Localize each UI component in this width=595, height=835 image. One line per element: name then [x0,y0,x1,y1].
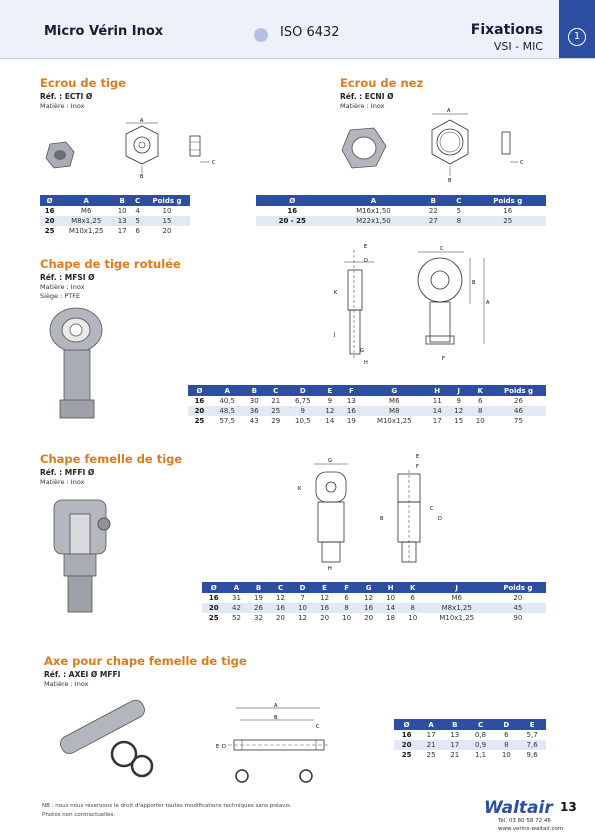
col-header: G [362,385,426,396]
col-header: F [341,385,363,396]
ecrou-tige-title: Ecrou de tige [40,76,126,90]
chape-rotulee-title: Chape de tige rotulée [40,257,181,271]
col-header: K [402,582,424,593]
table-row: 25 57,5 43 29 10,5 14 19 M10x1,25 17 15 10 75 [188,416,546,426]
ecrou-tige-drawing [112,118,222,180]
col-header: H [380,582,402,593]
category-title: Fixations [470,22,543,38]
ecrou-tige-ref: Réf. : ECTI Ø [40,92,93,101]
table-row: 25 52 32 20 12 20 10 20 18 10 M10x1,25 90 [202,613,546,623]
pin-photo [46,690,158,780]
table-row: 20 42 26 16 10 16 8 16 14 8 M8x1,25 45 [202,603,546,613]
axe-table [394,719,546,760]
col-header: K [469,385,491,396]
table-row: 25 25 21 1,1 10 9,6 [394,750,546,760]
svg-text:C: C [212,160,216,166]
chape-rotulee-table [188,385,546,426]
table-row: 16 M16x1,50 22 5 16 [256,206,546,216]
axe-title: Axe pour chape femelle de tige [44,654,247,668]
col-header: A [59,195,113,206]
svg-text:A: A [140,118,144,124]
chape-rotulee-material: Matière : Inox [40,283,85,291]
svg-text:A: A [274,703,278,709]
ecrou-nez-drawing [420,104,530,184]
table-row: 20 48,5 36 25 9 12 16 M8 14 12 8 46 [188,406,546,416]
col-header: Ø [40,195,59,206]
col-header: E [314,582,336,593]
brand-logo: Waltair [484,798,553,818]
svg-text:C: C [440,246,444,252]
col-header: E [518,719,546,730]
table-row: 16 17 13 0,8 6 5,7 [394,730,546,740]
svg-text:C: C [430,506,434,512]
table-row: 20 - 25 M22x1,50 27 8 25 [256,216,546,226]
table-row: 16 40,5 30 21 6,75 9 13 M6 11 9 6 26 [188,396,546,406]
chape-femelle-title: Chape femelle de tige [40,452,183,466]
svg-text:K: K [334,290,338,296]
col-header: C [131,195,144,206]
col-header: G [358,582,380,593]
col-header: B [243,385,265,396]
col-header: Ø [188,385,211,396]
chape-femelle-material: Matière : Inox [40,478,85,486]
photo-note: Photos non contractuelles. [42,812,116,818]
svg-text:B: B [140,174,144,180]
page-header [0,0,595,59]
hex-nut-photo [44,140,76,170]
disclaimer-note: NB : nous nous réservons le droit d'apporter toutes modifications techniques sans préavis. [42,803,292,809]
svg-text:D: D [438,516,442,522]
ecrou-nez-table [256,195,546,226]
col-header: B [113,195,131,206]
svg-text:A: A [447,108,451,114]
col-header: B [247,582,269,593]
col-header: A [329,195,419,206]
col-header: Ø [394,719,419,730]
standard-label: ISO 6432 [280,25,340,40]
rod-end-photo [44,300,114,424]
ecrou-tige-material: Matière : Inox [40,102,85,110]
chape-rotulee-ref: Réf. : MFSI Ø [40,273,95,282]
table-row: 16 31 19 12 7 12 6 12 10 6 M6 20 [202,593,546,603]
svg-text:G: G [328,458,332,464]
circle-bullet-icon [254,28,268,42]
table-row: 16 M6 10 4 10 [40,206,190,216]
svg-text:F: F [416,464,419,470]
col-header: D [292,582,314,593]
chape-femelle-table [202,582,546,623]
col-header: Poids g [469,195,546,206]
svg-text:B: B [380,516,384,522]
col-header: Poids g [491,385,546,396]
ecrou-tige-table [40,195,190,236]
subcategory-label: VSI - MIC [493,40,543,53]
hex-nut-large-photo [340,124,388,172]
col-header: B [418,195,448,206]
col-header: H [426,385,448,396]
svg-text:C: C [316,724,320,730]
col-header: J [448,385,470,396]
svg-text:E: E [416,454,420,460]
table-row: 20 21 17 0,9 8 7,6 [394,740,546,750]
clevis-side-drawing [296,450,372,572]
svg-text:A: A [486,300,490,306]
svg-text:E: E [216,744,220,750]
svg-text:F: F [442,356,445,362]
website-link[interactable]: www.verins-waltair.com [498,826,564,832]
col-header: C [467,719,495,730]
col-header: E [319,385,341,396]
pin-drawing [214,702,334,790]
table-row: 20 M8x1,25 13 5 15 [40,216,190,226]
svg-text:B: B [472,280,476,286]
svg-text:K: K [298,486,302,492]
col-header: A [225,582,247,593]
chape-femelle-ref: Réf. : MFFI Ø [40,468,95,477]
col-header: D [286,385,319,396]
col-header: Poids g [490,582,546,593]
product-title: Micro Vérin Inox [44,24,164,39]
ecrou-nez-material: Matière : Inox [340,102,385,110]
col-header: A [419,719,443,730]
col-header: C [448,195,469,206]
ecrou-nez-title: Ecrou de nez [340,76,424,90]
svg-text:G: G [360,348,364,354]
table-row: 25 M10x1,25 17 6 20 [40,226,190,236]
section-number: 1 [568,28,586,46]
phone-number: Tél. 03 80 58 72 46 [498,818,551,824]
col-header: C [265,385,287,396]
svg-text:B: B [448,178,452,184]
clevis-front-drawing [372,450,452,572]
svg-text:D: D [222,744,226,750]
ecrou-nez-ref: Réf. : ECNI Ø [340,92,394,101]
svg-text:H: H [364,360,368,366]
col-header: Ø [256,195,329,206]
axe-material: Matière : Inox [44,680,89,688]
col-header: F [336,582,358,593]
section-tab [559,0,595,58]
page-number: 13 [560,800,577,814]
col-header: B [443,719,467,730]
chape-rotulee-seat: Siège : PTFE [40,292,81,300]
rod-end-side-drawing [330,240,402,370]
col-header: J [424,582,490,593]
col-header: C [270,582,292,593]
col-header: D [494,719,518,730]
svg-text:D: D [364,258,368,264]
rod-end-front-drawing [404,244,496,370]
svg-text:J: J [334,332,336,338]
axe-ref: Réf. : AXEI Ø MFFI [44,670,121,679]
col-header: A [211,385,244,396]
col-header: Ø [202,582,225,593]
col-header: Poids g [144,195,190,206]
clevis-photo [46,494,122,618]
svg-text:E: E [364,244,368,250]
svg-text:C: C [520,160,524,166]
svg-text:B: B [274,715,278,721]
svg-text:H: H [328,566,332,572]
